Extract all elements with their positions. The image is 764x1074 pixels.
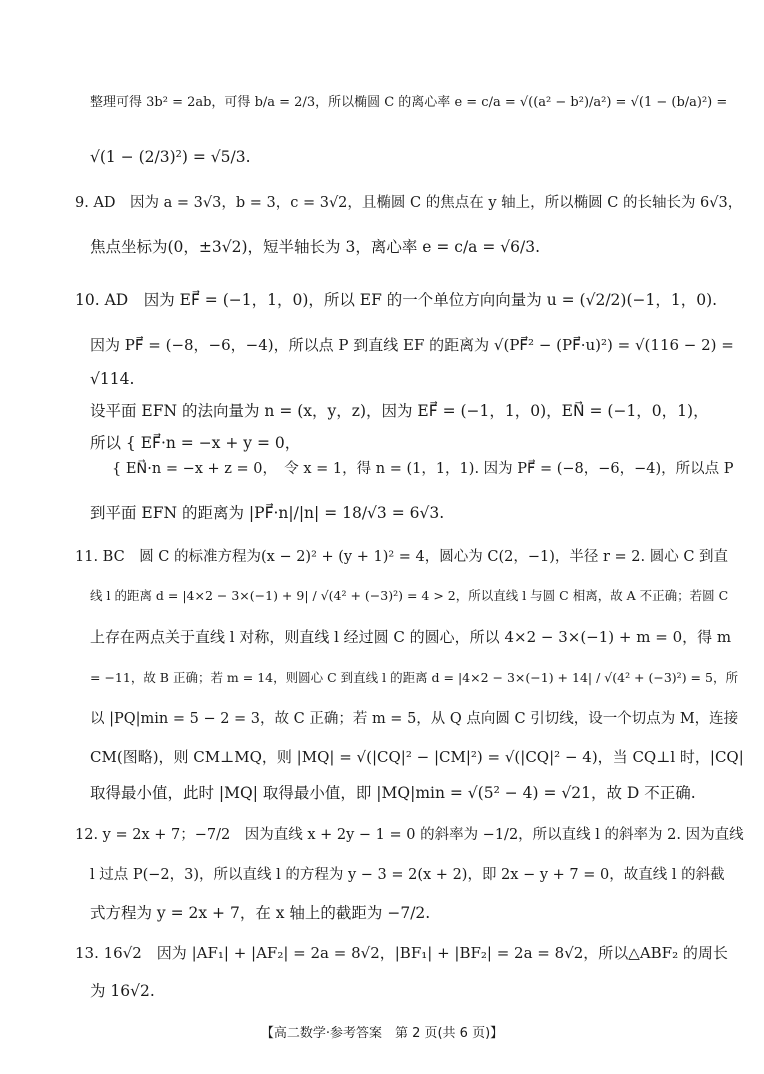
text-line: 整理可得 3b² = 2ab，可得 b/a = 2/3，所以椭圆 C 的离心率 e = c/a = √((a² − b²)/a²) = √(1 − (b/a)²) =: [90, 95, 728, 110]
text-line: l 过点 P(−2，3)，所以直线 l 的方程为 y − 3 = 2(x + 2)，即 2x − y + 7 = 0，故直线 l 的斜截: [90, 867, 725, 883]
text-line: 为 16√2.: [90, 982, 155, 1000]
text-line: 13. 16√2 因为 |AF₁| + |AF₂| = 2a = 8√2，|BF₁| + |BF₂| = 2a = 8√2，所以△ABF₂ 的周长: [75, 944, 728, 962]
text-line: CM(图略)，则 CM⊥MQ，则 |MQ| = √(|CQ|² − |CM|²) = √(|CQ|² − 4)，当 CQ⊥l 时，|CQ|: [90, 748, 744, 766]
page-footer: 【高二数学·参考答案 第 2 页(共 6 页)】: [260, 1026, 504, 1041]
text-line: 所以 { EF⃗·n = −x + y = 0，: [90, 434, 301, 452]
text-line: 10. AD 因为 EF⃗ = (−1，1，0)，所以 EF 的一个单位方向向量为 u = (√2/2)(−1，1，0).: [75, 291, 718, 309]
text-line: 式方程为 y = 2x + 7，在 x 轴上的截距为 −7/2.: [90, 904, 431, 922]
text-line: { EN⃗·n = −x + z = 0， 令 x = 1，得 n = (1，1，1). 因为 PF⃗ = (−8，−6，−4)，所以点 P: [112, 461, 734, 477]
text-line: 12. y = 2x + 7；−7/2 因为直线 x + 2y − 1 = 0 的斜率为 −1/2，所以直线 l 的斜率为 2. 因为直线: [75, 827, 744, 843]
text-line: √(1 − (2/3)²) = √5/3.: [90, 148, 251, 166]
text-line: 焦点坐标为(0，±3√2)，短半轴长为 3，离心率 e = c/a = √6/3.: [90, 238, 541, 256]
text-line: 设平面 EFN 的法向量为 n = (x，y，z)，因为 EF⃗ = (−1，1，0)，EN⃗ = (−1，0，1)，: [90, 402, 709, 420]
text-line: 11. BC 圆 C 的标准方程为(x − 2)² + (y + 1)² = 4，圆心为 C(2，−1)，半径 r = 2. 圆心 C 到直: [75, 549, 729, 565]
text-line: = −11，故 B 正确；若 m = 14，则圆心 C 到直线 l 的距离 d = |4×2 − 3×(−1) + 14| / √(4² + (−3)²) = 5，所: [90, 670, 738, 685]
text-line: 因为 PF⃗ = (−8，−6，−4)，所以点 P 到直线 EF 的距离为 √(PF⃗² − (PF⃗·u)²) = √(116 − 2) =: [90, 336, 734, 354]
text-line: 到平面 EFN 的距离为 |PF⃗·n|/|n| = 18/√3 = 6√3.: [90, 504, 445, 522]
text-line: 以 |PQ|min = 5 − 2 = 3，故 C 正确；若 m = 5，从 Q 点向圆 C 引切线，设一个切点为 M，连接: [90, 711, 739, 727]
text-line: 线 l 的距离 d = |4×2 − 3×(−1) + 9| / √(4² + (−3)²) = 4 > 2，所以直线 l 与圆 C 相离，故 A 不正确；若圆 C: [90, 588, 729, 603]
text-line: √114.: [90, 370, 135, 388]
text-line: 上存在两点关于直线 l 对称，则直线 l 经过圆 C 的圆心，所以 4×2 − 3×(−1) + m = 0，得 m: [90, 628, 732, 646]
text-line: 9. AD 因为 a = 3√3，b = 3，c = 3√2，且椭圆 C 的焦点在 y 轴上，所以椭圆 C 的长轴长为 6√3，: [75, 195, 743, 211]
text-line: 取得最小值，此时 |MQ| 取得最小值，即 |MQ|min = √(5² − 4) = √21，故 D 不正确.: [90, 784, 696, 802]
